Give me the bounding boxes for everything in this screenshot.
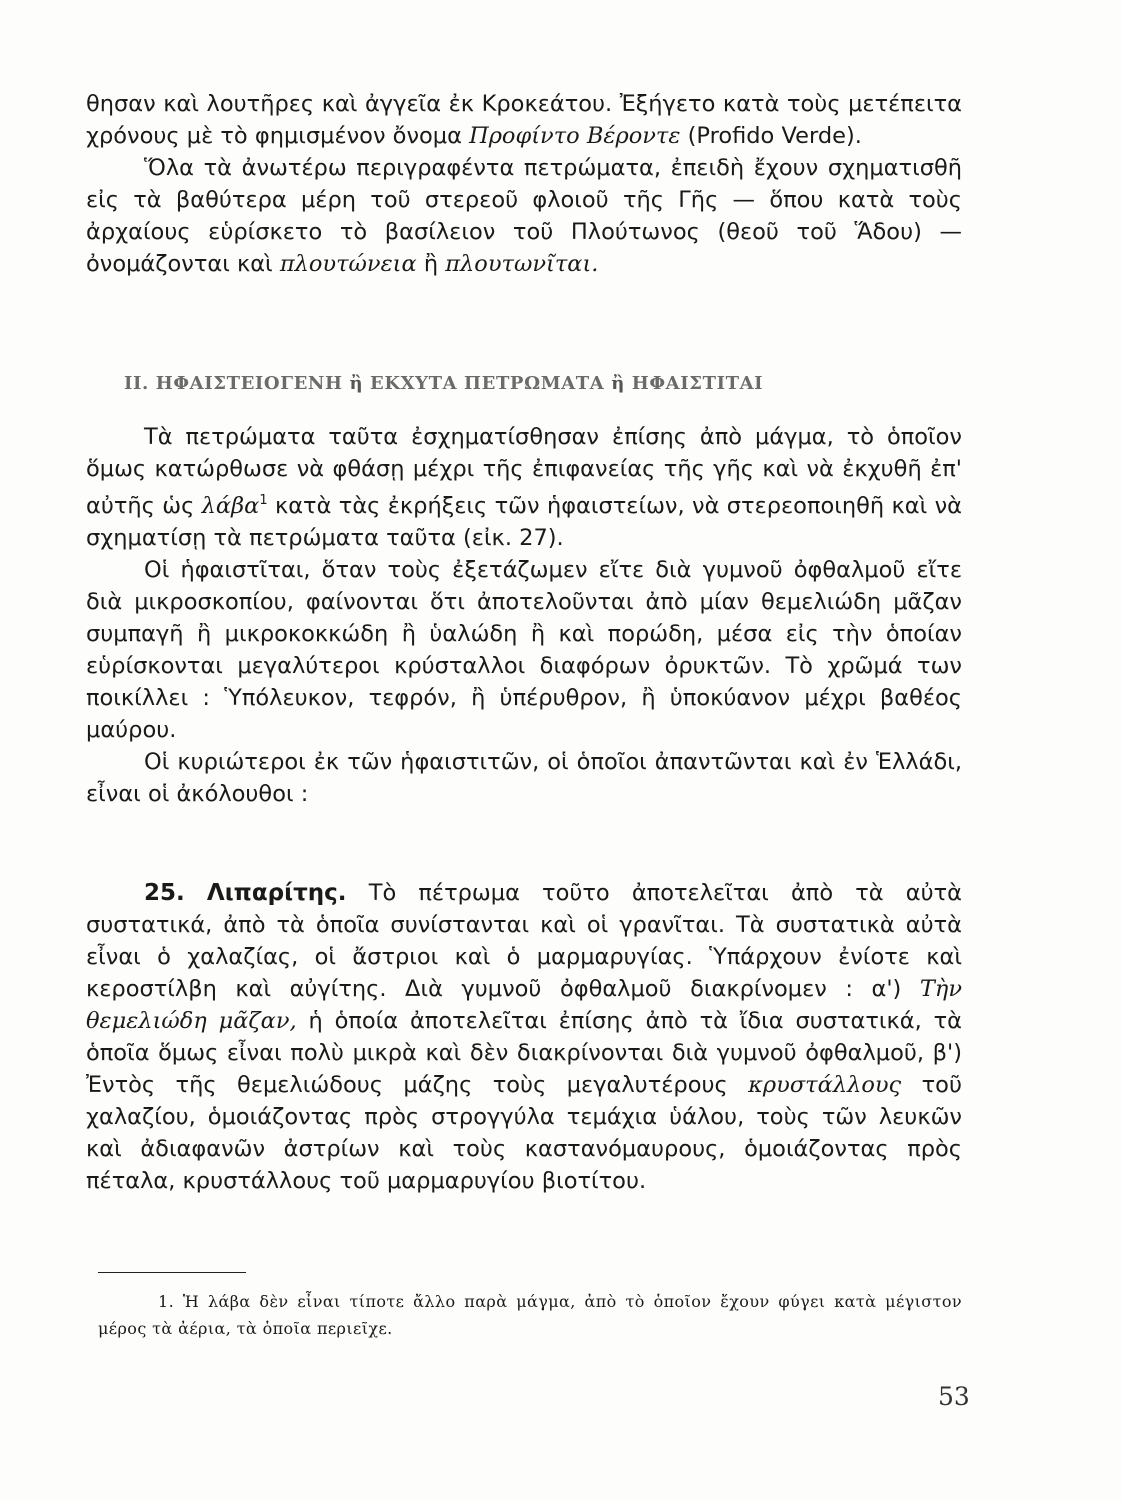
section-heading: ΙΙ. ΗΦΑΙΣΤΕΙΟΓΕΝΗ ἢ ΕΚΧΥΤΑ ΠΕΤΡΩΜΑΤΑ ἢ ΗΦΑΙΣΤΙΤΑΙ <box>124 373 764 394</box>
item-title: Λιπαρίτης. <box>206 880 347 906</box>
top-text-block <box>86 88 962 280</box>
footnote <box>98 1288 962 1342</box>
italic-term: Προφίντο Βέροντε <box>469 123 681 149</box>
section-text-block <box>86 421 962 810</box>
paragraph-plutonites: Ὅλα τὰ ἀνωτέρω περιγραφέντα πετρώματα, ἐπειδὴ ἔχουν σχηματισθῆ εἰς τὰ βαθύτερα μέρη τοῦ στερεοῦ φλοιοῦ τῆς Γῆς — ὅπου κατὰ τοὺς ἀρχαίους εὑρίσκετο τὸ βασίλειον τοῦ Πλούτωνος (θεοῦ τοῦ Ἅδου) — ὀνομάζονται καὶ πλουτώνεια ἢ πλουτωνῖται. <box>86 155 962 277</box>
page-number: 53 <box>938 1382 970 1411</box>
item-number: 25. <box>144 880 185 906</box>
footnote-divider <box>98 1272 246 1273</box>
item-liparite-block <box>86 877 962 1197</box>
footnote-number: 1. <box>158 1292 175 1311</box>
paragraph-list-intro: Οἱ κυριώτεροι ἐκ τῶν ἡφαιστιτῶν, οἱ ὁποῖοι ἀπαντῶνται καὶ ἐν Ἑλλάδι, εἶναι οἱ ἀκόλουθοι : <box>86 749 962 807</box>
paragraph-volcanites: Οἱ ἡφαιστῖται, ὅταν τοὺς ἐξετάζωμεν εἴτε διὰ γυμνοῦ ὀφθαλμοῦ εἴτε διὰ μικροσκοπίου, φαίνονται ὅτι ἀποτελοῦνται ἀπὸ μίαν θεμελιώδη μᾶζαν συμπαγῆ ἢ μικροκοκκώδη ἢ ὑαλώδη ἢ καὶ πορώδη, μέσα εἰς τὴν ὁποίαν εὑρίσκονται μεγαλύτεροι κρύσταλλοι διαφόρων ὀρυκτῶν. Τὸ χρῶμά των ποικίλλει : Ὑπόλευκον, τεφρόν, ἢ ὑπέρυθρον, ἢ ὑποκύανον μέχρι βαθέος μαύρου. <box>86 557 962 743</box>
italic-term: πλουτωνῖται. <box>445 251 599 277</box>
italic-term: κρυστάλλους <box>748 1072 902 1098</box>
italic-term: λάβα <box>201 493 260 519</box>
paragraph-liparite: 25. Λιπαρίτης. Τὸ πέτρωμα τοῦτο ἀποτελεῖται ἀπὸ τὰ αὐτὰ συστατικά, ἀπὸ τὰ ὁποῖα συνίστανται καὶ οἱ γρανῖται. Τὰ συστατικὰ αὐτὰ εἶναι ὁ χαλαζίας, οἱ ἄστριοι καὶ ὁ μαρμαρυγίας. Ὑπάρχουν ἐνίοτε καὶ κεροστίλβη καὶ αὐγίτης. Διὰ γυμνοῦ ὀφθαλμοῦ διακρίνομεν : α') Τὴν θεμελιώδη μᾶζαν, ἡ ὁποία ἀποτελεῖται ἐπίσης ἀπὸ τὰ ἴδια συστατικά, τὰ ὁποῖα ὅμως εἶναι πολὺ μικρὰ καὶ δὲν διακρίνονται διὰ γυμνοῦ ὀφθαλμοῦ, β') Ἐντὸς τῆς θεμελιώδους μάζης τοὺς μεγαλυτέρους κρυστάλλους τοῦ χαλαζίου, ὁμοιάζοντας πρὸς στρογγύλα τεμάχια ὑάλου, τοὺς τῶν λευκῶν καὶ ἀδιαφανῶν ἀστρίων καὶ τοὺς καστανόμαυρους, ὁμοιάζοντας πρὸς πέταλα, κρυστάλλους τοῦ μαρμαρυγίου βιοτίτου. <box>86 880 963 1194</box>
paragraph-continuation: θησαν καὶ λουτῆρες καὶ ἀγγεῖα ἐκ Κροκεάτου. Ἐξήγετο κατὰ τοὺς μετέπειτα χρόνους μὲ τὸ φημισμένον ὄνομα Προφίντο Βέροντε (Profido Verde). <box>86 91 962 149</box>
footnote-text: Ἡ λάβα δὲν εἶναι τίποτε ἄλλο παρὰ μάγμα, ἀπὸ τὸ ὁποῖον ἔχουν φύγει κατὰ μέγιστον μέρος τὰ ἀέρια, τὰ ὁποῖα περιεῖχε. <box>98 1292 962 1338</box>
paragraph-lava: Τὰ πετρώματα ταῦτα ἐσχηματίσθησαν ἐπίσης ἀπὸ μάγμα, τὸ ὁποῖον ὅμως κατώρθωσε νὰ φθάσῃ μέχρι τῆς ἐπιφανείας τῆς γῆς καὶ νὰ ἐκχυθῆ ἐπ' αὐτῆς ὡς λάβα$^1$ κατὰ τὰς ἐκρήξεις τῶν ἡφαιστείων, νὰ στερεοποιηθῆ καὶ νὰ σχηματίσῃ τὰ πετρώματα ταῦτα (εἰκ. 27). <box>86 424 963 551</box>
italic-term: πλουτώνεια <box>279 251 417 277</box>
footnote-marker: 1 <box>259 493 268 508</box>
italic-term: Τὴν θεμελιώδη μᾶζαν, <box>86 976 962 1034</box>
